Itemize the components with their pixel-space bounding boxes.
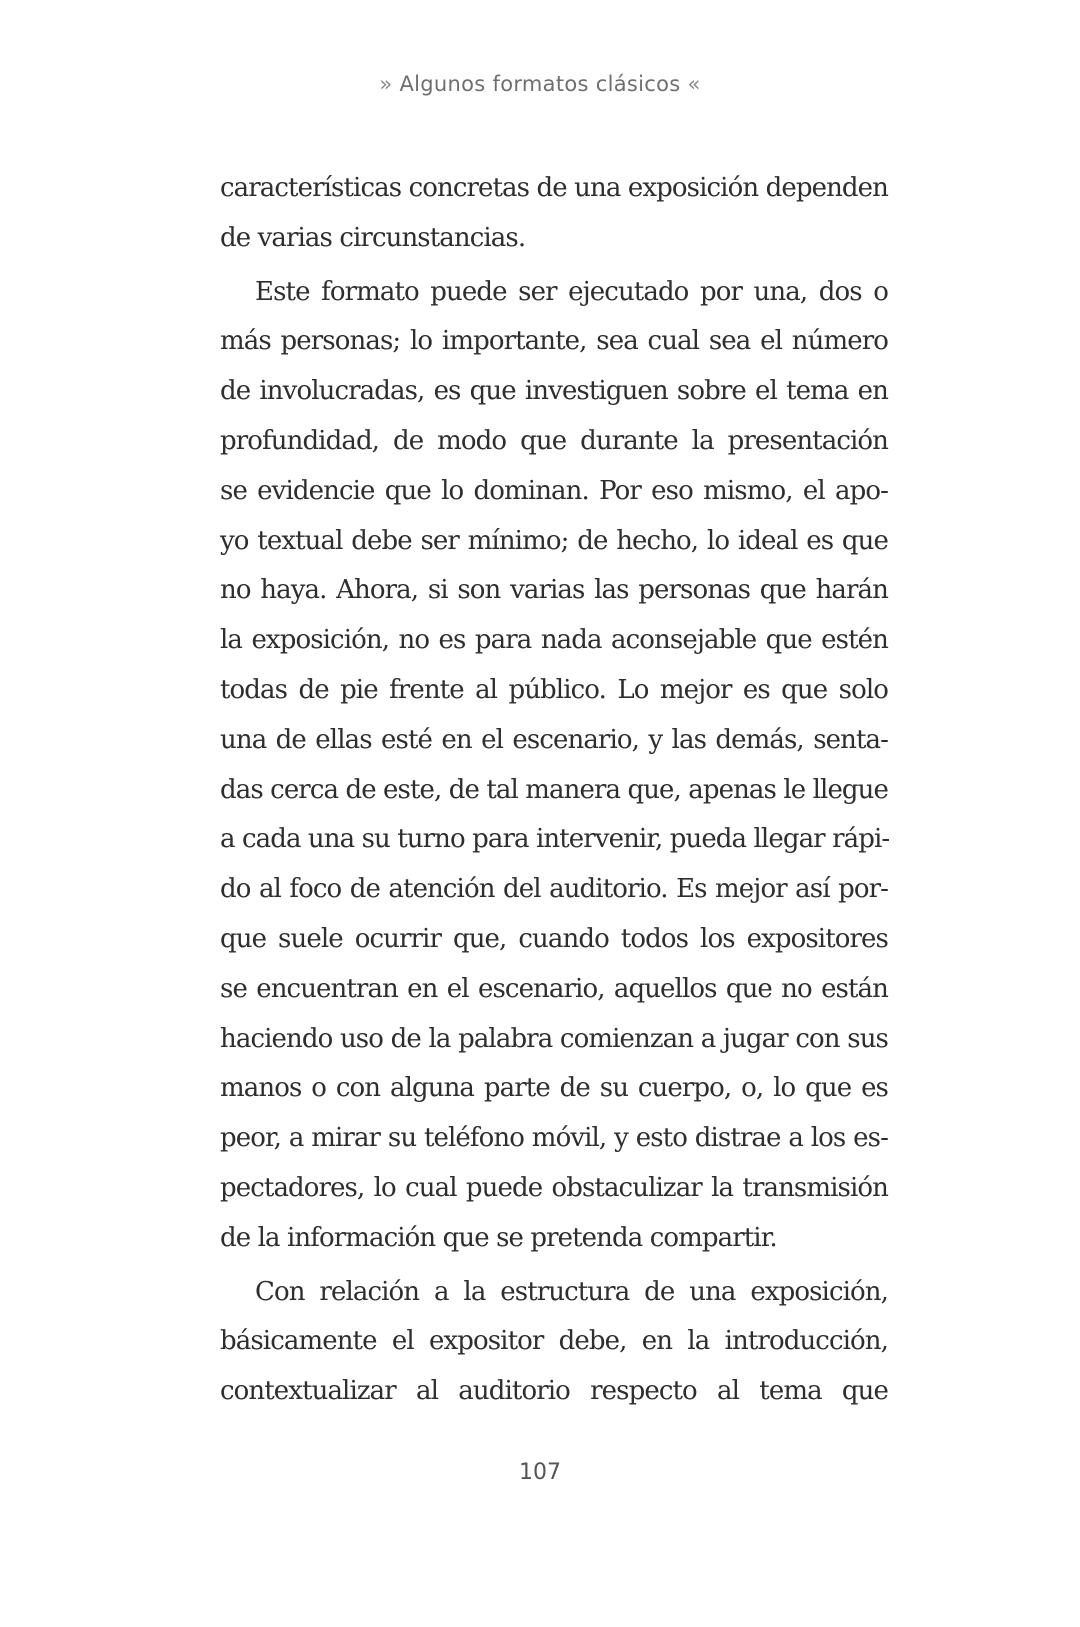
text-line: características concretas de una exposición dependen [220,173,888,203]
text-line: se encuentran en el escenario, aquellos que no están [220,973,888,1004]
text-line: más personas; lo importante, sea cual sea el número [220,326,888,357]
running-header [0,72,1080,96]
text-line: todas de pie frente al público. Lo mejor es que solo [220,674,888,705]
text-line: manos o con alguna parte de su cuerpo, o, lo que es [220,1073,888,1104]
text-line: de la información que se pretenda compartir. [220,1222,777,1253]
text-line: una de ellas esté en el escenario, y las demás, senta- [220,724,888,755]
paragraph [220,268,888,1264]
text-line: a cada una su turno para intervenir, pueda llegar rápi- [220,824,890,855]
header-title: Algunos formatos clásicos [399,72,681,96]
paragraph-continued [220,164,888,264]
header-open-guillemet: » [379,72,393,96]
text-line: peor, a mirar su teléfono móvil, y esto distrae a los es- [220,1123,888,1154]
text-line: Con relación a la estructura de una exposición, [255,1276,888,1307]
text-line: que suele ocurrir que, cuando todos los expositores [220,923,888,954]
text-line: contextualizar al auditorio respecto al tema que [220,1376,888,1407]
text-line: básicamente el expositor debe, en la introducción, [220,1326,888,1357]
text-line: no haya. Ahora, si son varias las personas que harán [220,575,888,606]
text-line: yo textual debe ser mínimo; de hecho, lo ideal es que [220,525,888,556]
text-line: se evidencie que lo dominan. Por eso mismo, el apo- [220,475,888,506]
header-close-guillemet: « [687,72,701,96]
text-line: haciendo uso de la palabra comienzan a jugar con sus [220,1023,888,1054]
body-text [220,164,888,1421]
text-line: de involucradas, es que investiguen sobre el tema en [220,376,888,407]
paragraph [220,1268,888,1417]
text-line: Este formato puede ser ejecutado por una, dos o [255,276,888,307]
text-line: pectadores, lo cual puede obstaculizar la transmisión [220,1172,888,1203]
text-line: profundidad, de modo que durante la presentación [220,425,888,456]
text-line: de varias circunstancias. [220,222,526,253]
text-line: la exposición, no es para nada aconsejable que estén [220,625,888,656]
text-line: das cerca de este, de tal manera que, apenas le llegue [220,774,888,805]
page-number: 107 [519,1460,561,1485]
text-line: do al foco de atención del auditorio. Es mejor así por- [220,874,888,905]
